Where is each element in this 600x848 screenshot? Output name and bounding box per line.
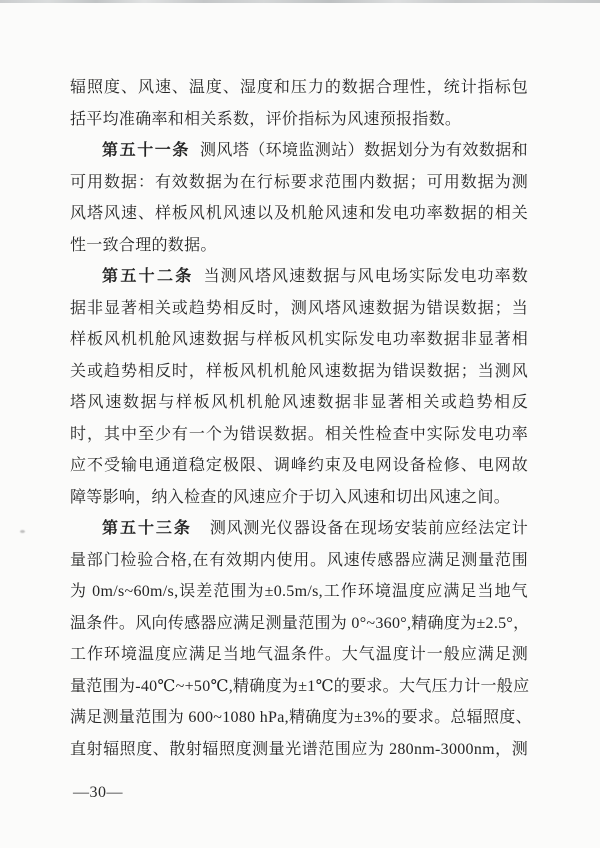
text-line: 塔风速数据与样板风机机舱风速数据非显著相关或趋势相反 (70, 394, 528, 411)
text-line: 满足测量范围为 600~1080 hPa,精确度为±3%的要求。总辐照度、 (70, 709, 532, 726)
text-line: 应不受输电通道稳定极限、调峰约束及电网设备检修、电网故 (70, 457, 528, 474)
text-line: 量部门检验合格,在有效期内使用。风速传感器应满足测量范围 (70, 551, 528, 569)
text-line: 据非显著相关或趋势相反时，测风塔风速数据为错误数据；当 (70, 299, 528, 317)
text-line: 可用数据：有效数据为在行标要求范围内数据；可用数据为测 (70, 173, 528, 191)
article-52-number: 第五十二条 (102, 268, 194, 285)
scan-edge-artifact (0, 0, 600, 3)
text-line: 辐照度、风速、温度、湿度和压力的数据合理性，统计指标包 (70, 79, 528, 96)
text-line: 关或趋势相反时，样板风机机舱风速数据为错误数据；当测风 (70, 362, 528, 380)
text-line: 直射辐照度、散射辐照度测量光谱范围应为 280nm-3000nm，测 (70, 740, 528, 758)
text-line: 样板风机机舱风速数据与样板风机实际发电功率数据非显著相 (70, 331, 528, 348)
article-53-number: 第五十三条 (102, 520, 192, 537)
article-51-heading-line (70, 135, 528, 167)
text-line: 工作环境温度应满足当地气温条件。大气温度计一般应满足测 (70, 646, 528, 663)
text-line: 测风塔（环境监测站）数据划分为有效数据和 (200, 142, 528, 159)
page-number: —30— (73, 784, 123, 801)
text-line: 测风测光仪器设备在现场安装前应经法定计 (209, 520, 528, 537)
article-53-heading-line (70, 513, 528, 545)
text-line: 时，其中至少有一个为错误数据。相关性检查中实际发电功率 (70, 425, 528, 443)
scan-speck-artifact (20, 530, 25, 533)
text-line: 温条件。风向传感器应满足测量范围为 0°~360°,精确度为±2.5°， (70, 614, 530, 632)
text-line: 风塔风速、样板风机风速以及机舱风速和发电功率数据的相关 (70, 205, 528, 222)
text-line: 性一致合理的数据。 (70, 236, 217, 254)
text-line: 为 0m/s~60m/s,误差范围为±0.5m/s,工作环境温度应满足当地气 (70, 583, 528, 600)
text-line: 括平均准确率和相关系数，评价指标为风速预报指数。 (70, 110, 462, 128)
text-line: 障等影响，纳入检查的风速应介于切入风速和切出风速之间。 (70, 488, 511, 506)
article-51-number: 第五十一条 (102, 142, 191, 159)
text-line: 当测风塔风速数据与风电场实际发电功率数 (203, 268, 528, 285)
text-line: 量范围为-40℃~+50℃,精确度为±1℃的要求。大气压力计一般应 (70, 677, 530, 695)
document-page-body (70, 72, 532, 765)
article-52-heading-line (70, 261, 528, 293)
